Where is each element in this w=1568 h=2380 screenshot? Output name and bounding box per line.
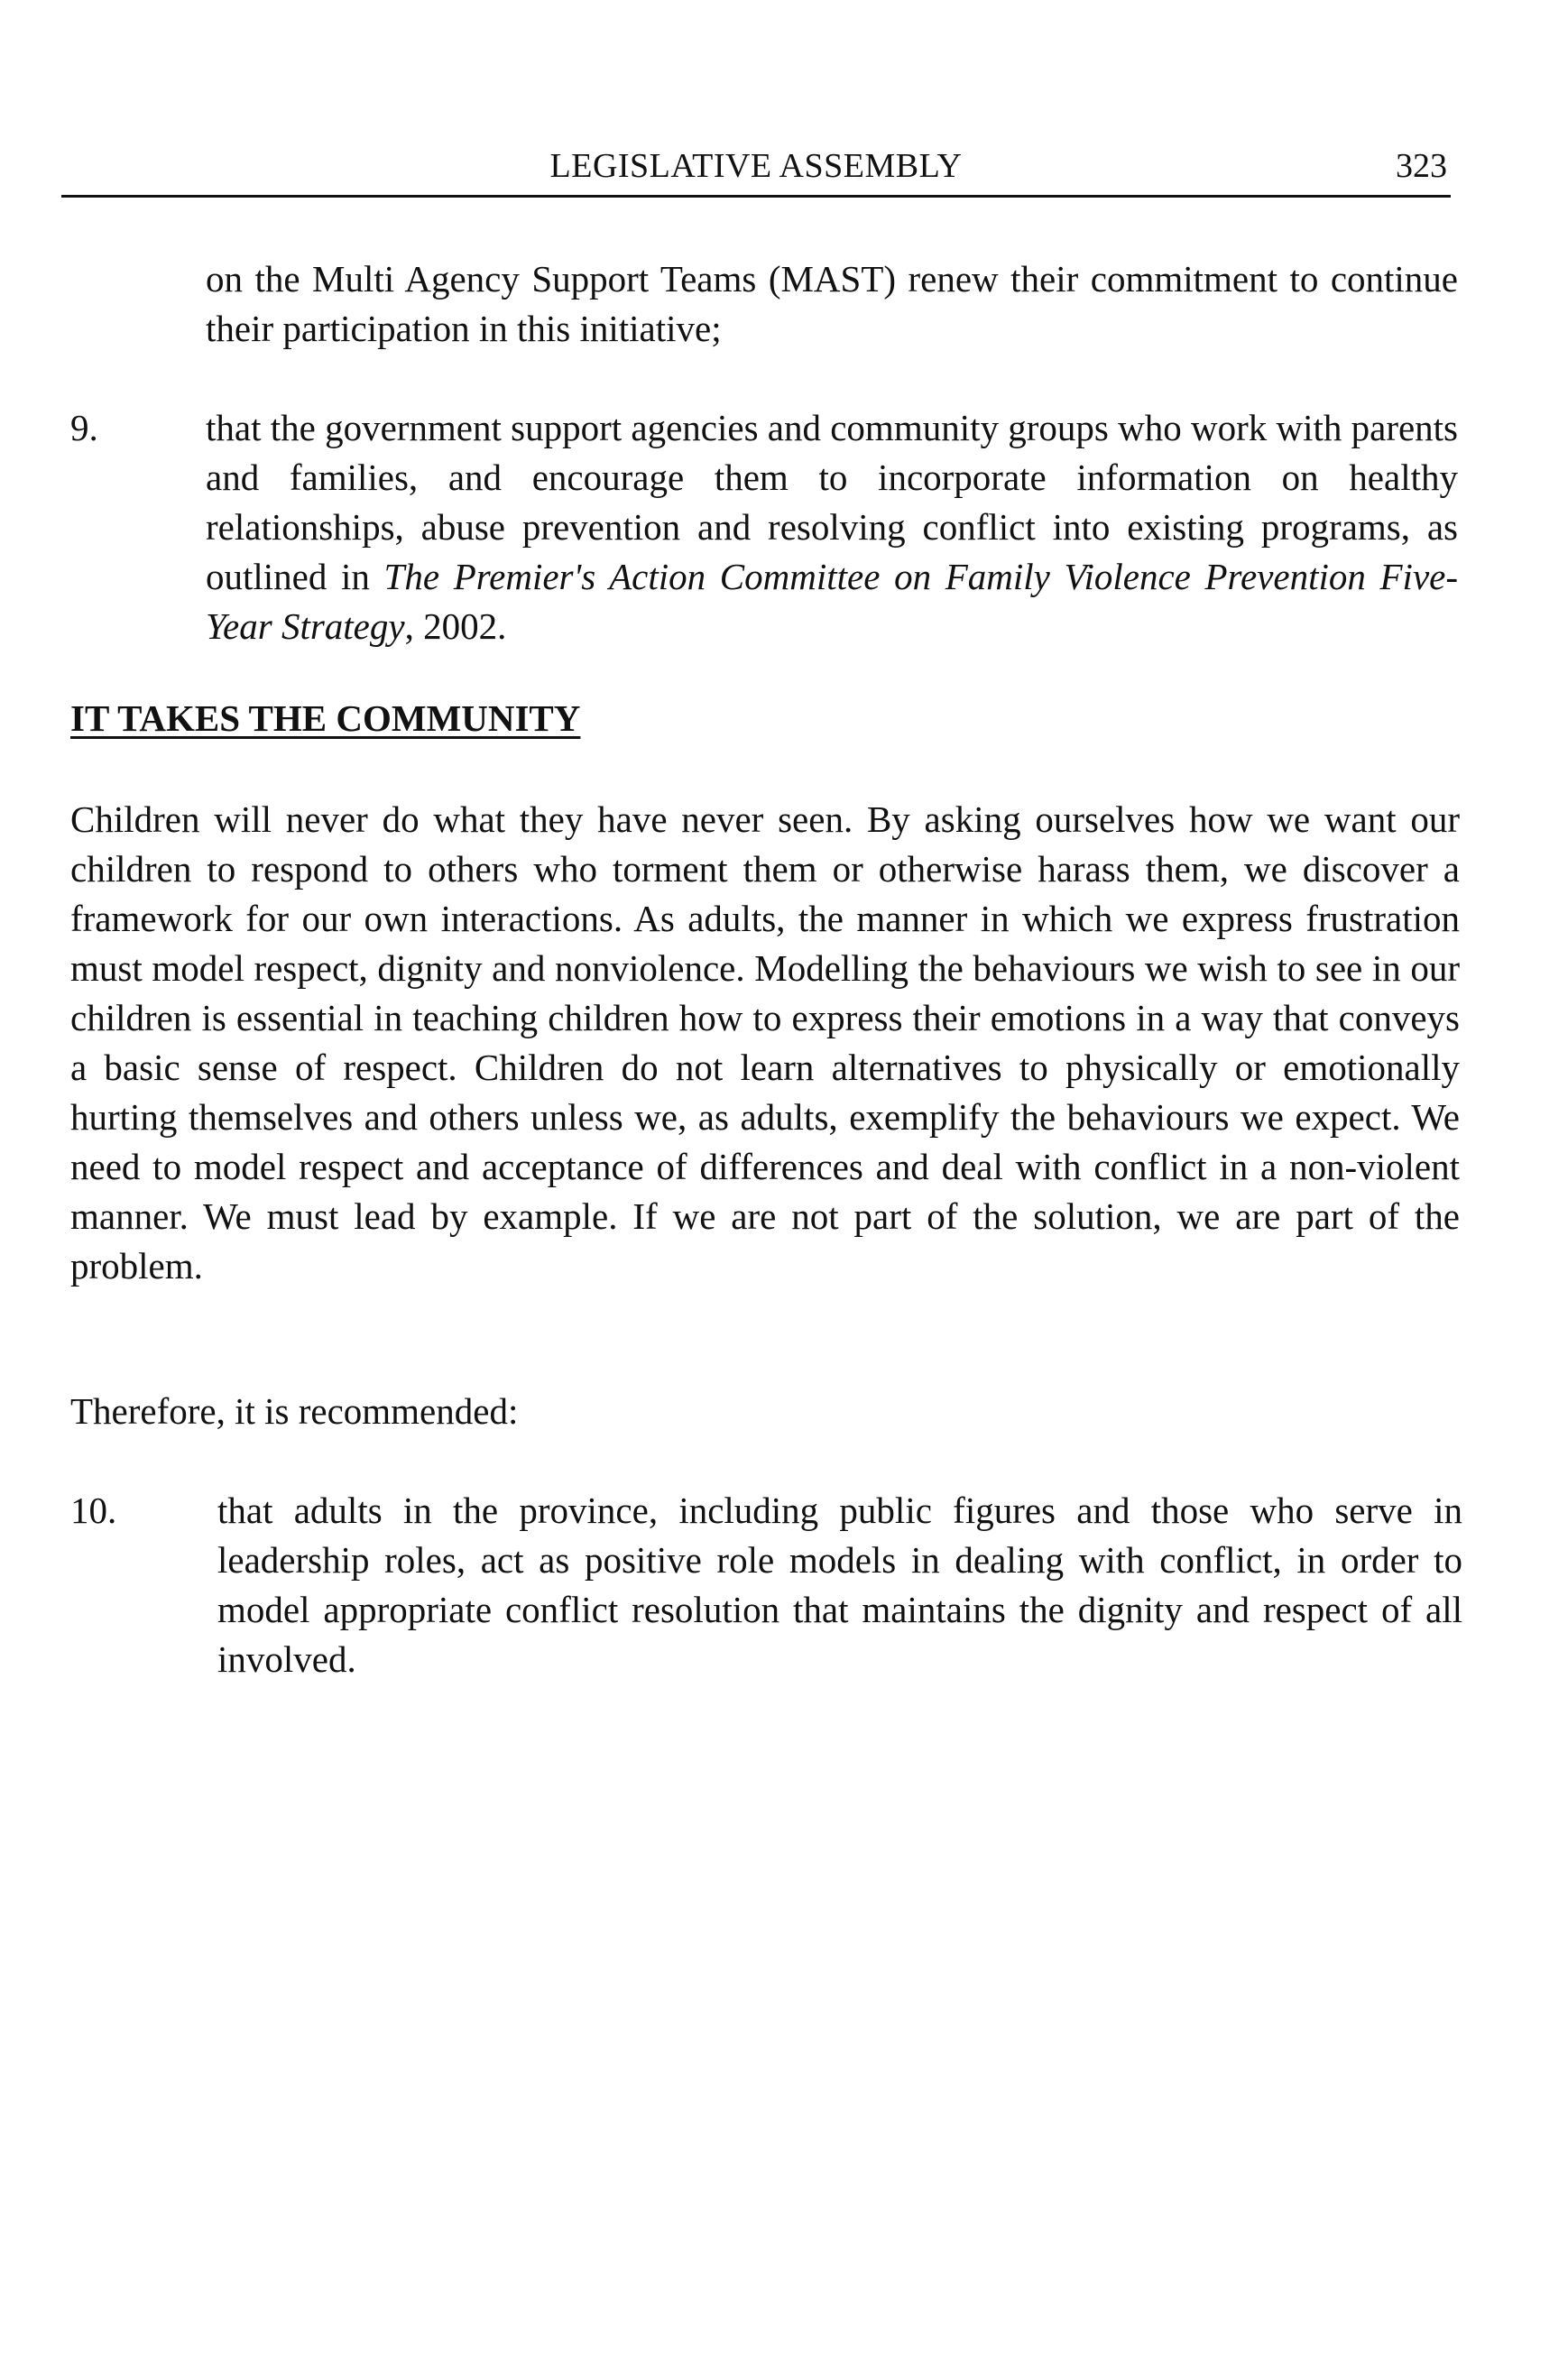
running-title: LEGISLATIVE ASSEMBLY (549, 147, 963, 185)
recommendation-number: 10. (70, 1490, 117, 1531)
recommendation-number: 9. (70, 407, 98, 448)
section-heading: IT TAKES THE COMMUNITY (70, 697, 581, 739)
recommendation-text: that adults in the province, including public figures and those who serve in leadership roles, act as positive role models in dealing with conflict, in order to model appropriate conflict resolution that maintains the dignity and respect of all involved. (217, 1490, 1462, 1680)
strategy-title: The Premier's Action Committee on Family Violence Prevention Five-Year Strategy (206, 556, 1458, 647)
continued-recommendation-text: on the Multi Agency Support Teams (MAST) renew their commitment to continue their participation in this initiative; (206, 258, 1458, 349)
recommendation-text-start: that the government support agencies and community groups who work with parents and families, and encourage them to incorporate information on healthy relationships, abuse prevention and resolving conflict into existing programs, as outlined in (206, 407, 1459, 597)
recommendation-lead-in: Therefore, it is recommended: (70, 1390, 519, 1432)
running-header (61, 144, 1451, 198)
recommendation-text-end: , 2002. (404, 605, 507, 647)
section-body-paragraph: Children will never do what they have never seen. By asking ourselves how we want our children to respond to others who torment them or otherwise harass them, we discover a framework for our own interactions. As adults, the manner in which we express frustration must model respect, dignity and nonviolence. Modelling the behaviours we wish to see in our children is essential in teaching children how to express their emotions in a way that conveys a basic sense of respect. Children do not learn alternatives to physically or emotionally hurting themselves and others unless we, as adults, exemplify the behaviours we expect. We need to model respect and acceptance of differences and deal with conflict in a non-violent manner. We must lead by example. If we are not part of the solution, we are part of the problem. (70, 798, 1460, 1287)
page-number: 323 (1396, 147, 1447, 185)
recommendation-text (206, 403, 1458, 651)
